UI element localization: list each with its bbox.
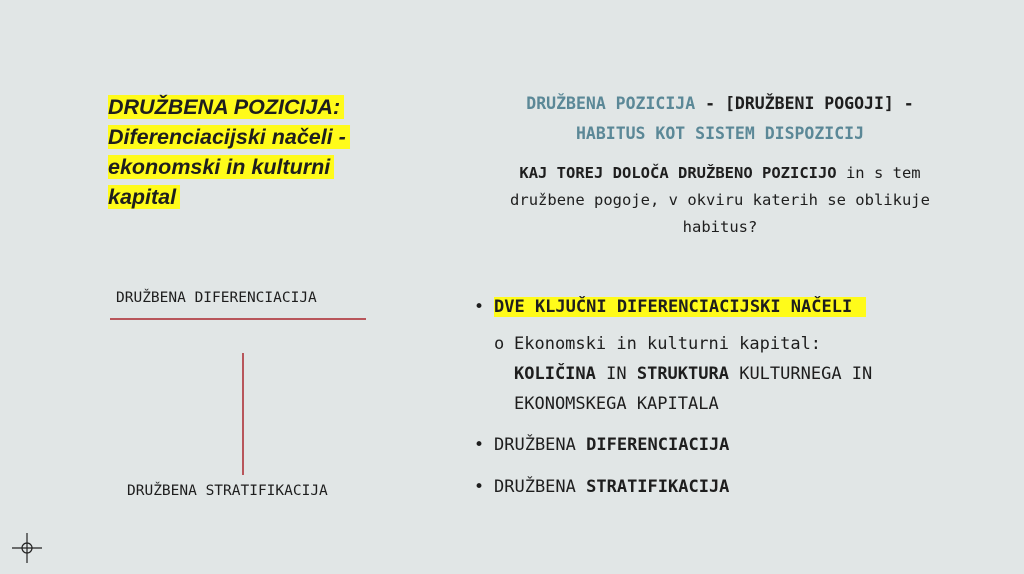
horizontal-divider [110, 318, 366, 320]
list-item [474, 474, 729, 500]
slide-title [108, 92, 408, 212]
question-text [460, 160, 980, 241]
question-line2: družbene pogoje, v okviru katerih se oblikuje [510, 191, 930, 209]
list-item [474, 294, 866, 320]
sub-mid: IN [595, 364, 637, 384]
sub-marker: o [494, 334, 505, 354]
label-diferenciacija: DRUŽBENA DIFERENCIACIJA [116, 290, 317, 306]
sub-bold-2: STRUKTURA [636, 364, 729, 384]
bullet-1-text: DVE KLJUČNI DIFERENCIACIJSKI NAČELI [494, 297, 866, 317]
sub-list-item [494, 329, 872, 419]
sub-line-3: EKONOMSKEGA KAPITALA [514, 394, 719, 414]
label-stratifikacija: DRUŽBENA STRATIFIKACIJA [127, 483, 328, 499]
right-heading [460, 89, 980, 149]
question-rest: in s tem [836, 164, 921, 182]
vertical-divider [242, 353, 244, 475]
bullet-2-bold: DIFERENCIACIJA [586, 435, 730, 455]
sub-tail: KULTURNEGA IN [728, 364, 873, 384]
sub-line-1: Ekonomski in kulturni kapital: [514, 334, 822, 354]
bullet-dot: • [474, 297, 485, 317]
bullet-3-bold: STRATIFIKACIJA [586, 477, 730, 497]
heading-sep: - [DRUŽBENI POGOJI] - [695, 94, 914, 113]
title-line-3: ekonomski in kulturni [108, 155, 334, 179]
sub-bold-1: KOLIČINA [514, 364, 596, 384]
heading-part1: DRUŽBENA POZICIJA [526, 94, 696, 113]
heading-part2: HABITUS KOT SISTEM DISPOZICIJ [575, 124, 865, 143]
crosshair-icon [12, 533, 42, 563]
bullet-2-plain: DRUŽBENA [494, 435, 587, 455]
bullet-3-plain: DRUŽBENA [494, 477, 587, 497]
bullet-dot: • [474, 435, 485, 455]
list-item [474, 432, 729, 458]
title-line-2: Diferenciacijski načeli - [108, 125, 350, 149]
bullet-dot: • [474, 477, 485, 497]
question-bold: KAJ TOREJ DOLOČA DRUŽBENO POZICIJO [519, 164, 837, 182]
title-line-4: kapital [108, 185, 180, 209]
title-line-1: DRUŽBENA POZICIJA: [108, 95, 344, 119]
question-line3: habitus? [682, 218, 758, 236]
